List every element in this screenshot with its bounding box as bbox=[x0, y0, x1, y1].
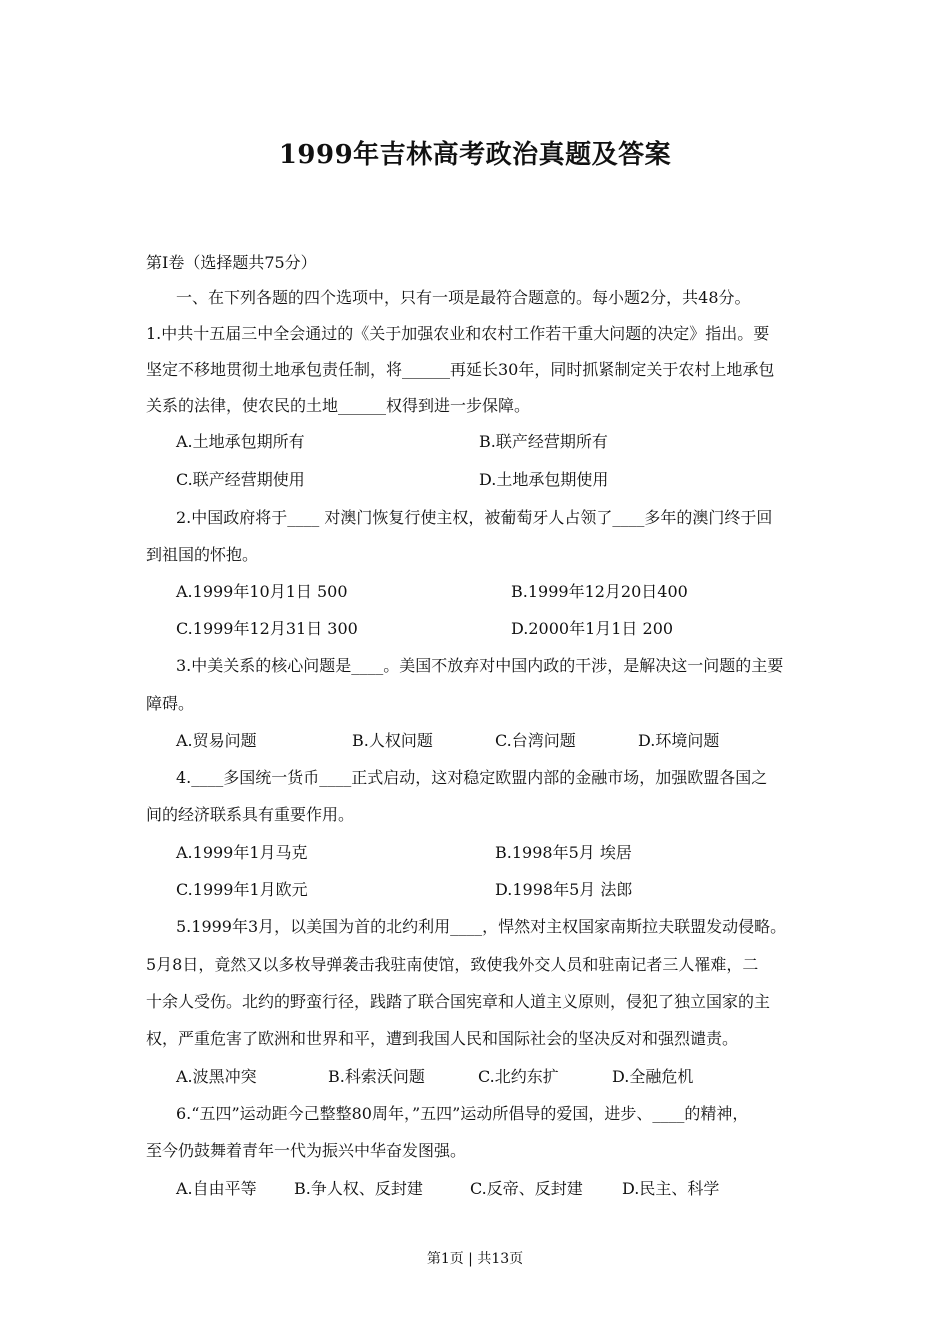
question-1-line-2: 坚定不移地贯彻土地承包责任制，将______再延长30年，同时抓紧制定关于农村上地承包 bbox=[146, 360, 775, 379]
question-6-option-d: D.民主、科学 bbox=[622, 1179, 720, 1198]
question-6-option-a: A.自由平等 bbox=[176, 1179, 257, 1198]
question-5-line-4: 权，严重危害了欧洲和世界和平，遭到我国人民和国际社会的坚决反对和强烈谴责。 bbox=[146, 1029, 739, 1048]
document-title: 1999年吉林高考政治真题及答案 bbox=[278, 140, 672, 170]
question-3-line-2: 障碍。 bbox=[146, 694, 195, 713]
question-1-line-3: 关系的法律，使农民的土地______权得到进一步保障。 bbox=[146, 396, 531, 415]
question-5-option-c: C.北约东扩 bbox=[478, 1067, 559, 1086]
question-3-option-b: B.人权问题 bbox=[352, 731, 433, 750]
question-1-option-b: B.联产经营期所有 bbox=[479, 432, 608, 451]
question-2-line-2: 到祖国的怀抱。 bbox=[146, 545, 259, 564]
question-3-option-d: D.环境问题 bbox=[638, 731, 720, 750]
question-5-option-d: D.全融危机 bbox=[612, 1067, 694, 1086]
page-footer: 第1页 | 共13页 bbox=[426, 1251, 524, 1267]
question-4-line-1: 4.____多国统一货币____正式启动，这对稳定欧盟内部的金融市场，加强欧盟各国之 bbox=[176, 768, 768, 787]
question-5-option-b: B.科索沃问题 bbox=[328, 1067, 425, 1086]
question-5-option-a: A.波黑冲突 bbox=[176, 1067, 257, 1086]
question-2-option-b: B.1999年12月20日400 bbox=[511, 582, 688, 601]
question-5-line-2: 5月8日，竟然又以多枚导弹袭击我驻南使馆，致使我外交人员和驻南记者三人罹难，二 bbox=[146, 955, 759, 974]
question-6-line-1: 6.“五四”运动距今己整整80周年，”五四”运动所倡导的爱国，进步、____的精神， bbox=[176, 1104, 749, 1123]
instruction-text: 一、在下列各题的四个选项中，只有一项是最符合题意的。每小题2分，共48分。 bbox=[176, 288, 751, 307]
section-header: 第Ⅰ卷（选择题共75分） bbox=[146, 253, 317, 272]
question-3-option-c: C.台湾问题 bbox=[495, 731, 576, 750]
question-5-line-3: 十余人受伤。北约的野蛮行径，践踏了联合国宪章和人道主义原则，侵犯了独立国家的主 bbox=[146, 992, 771, 1011]
question-4-option-a: A.1999年1月马克 bbox=[176, 843, 308, 862]
question-6-line-2: 至今仍鼓舞着青年一代为振兴中华奋发图强。 bbox=[146, 1141, 467, 1160]
question-1-option-c: C.联产经营期使用 bbox=[176, 470, 305, 489]
question-4-option-d: D.1998年5月 法郎 bbox=[495, 880, 633, 899]
question-2-option-c: C.1999年12月31日 300 bbox=[176, 619, 358, 638]
question-4-option-c: C.1999年1月欧元 bbox=[176, 880, 308, 899]
question-1-line-1: 1.中共十五届三中全会通过的《关于加强农业和农村工作若干重大问题的决定》指出。要 bbox=[146, 324, 770, 343]
question-6-option-c: C.反帝、反封建 bbox=[470, 1179, 583, 1198]
question-1-option-a: A.土地承包期所有 bbox=[176, 432, 305, 451]
question-2-line-1: 2.中国政府将于____ 对澳门恢复行使主权，被葡萄牙人占领了____多年的澳门终于回 bbox=[176, 508, 773, 527]
question-6-option-b: B.争人权、反封建 bbox=[294, 1179, 423, 1198]
question-1-option-d: D.土地承包期使用 bbox=[479, 470, 609, 489]
question-2-option-a: A.1999年10月1日 500 bbox=[176, 582, 348, 601]
question-2-option-d: D.2000年1月1日 200 bbox=[511, 619, 674, 638]
question-4-option-b: B.1998年5月 埃居 bbox=[495, 843, 632, 862]
question-3-line-1: 3.中美关系的核心问题是____。美国不放弃对中国内政的干涉，是解决这一问题的主要 bbox=[176, 656, 784, 675]
question-3-option-a: A.贸易问题 bbox=[176, 731, 257, 750]
question-4-line-2: 间的经济联系具有重要作用。 bbox=[146, 805, 355, 824]
question-5-line-1: 5.1999年3月，以美国为首的北约利用____，悍然对主权国家南斯拉夫联盟发动侵略。 bbox=[176, 917, 787, 936]
